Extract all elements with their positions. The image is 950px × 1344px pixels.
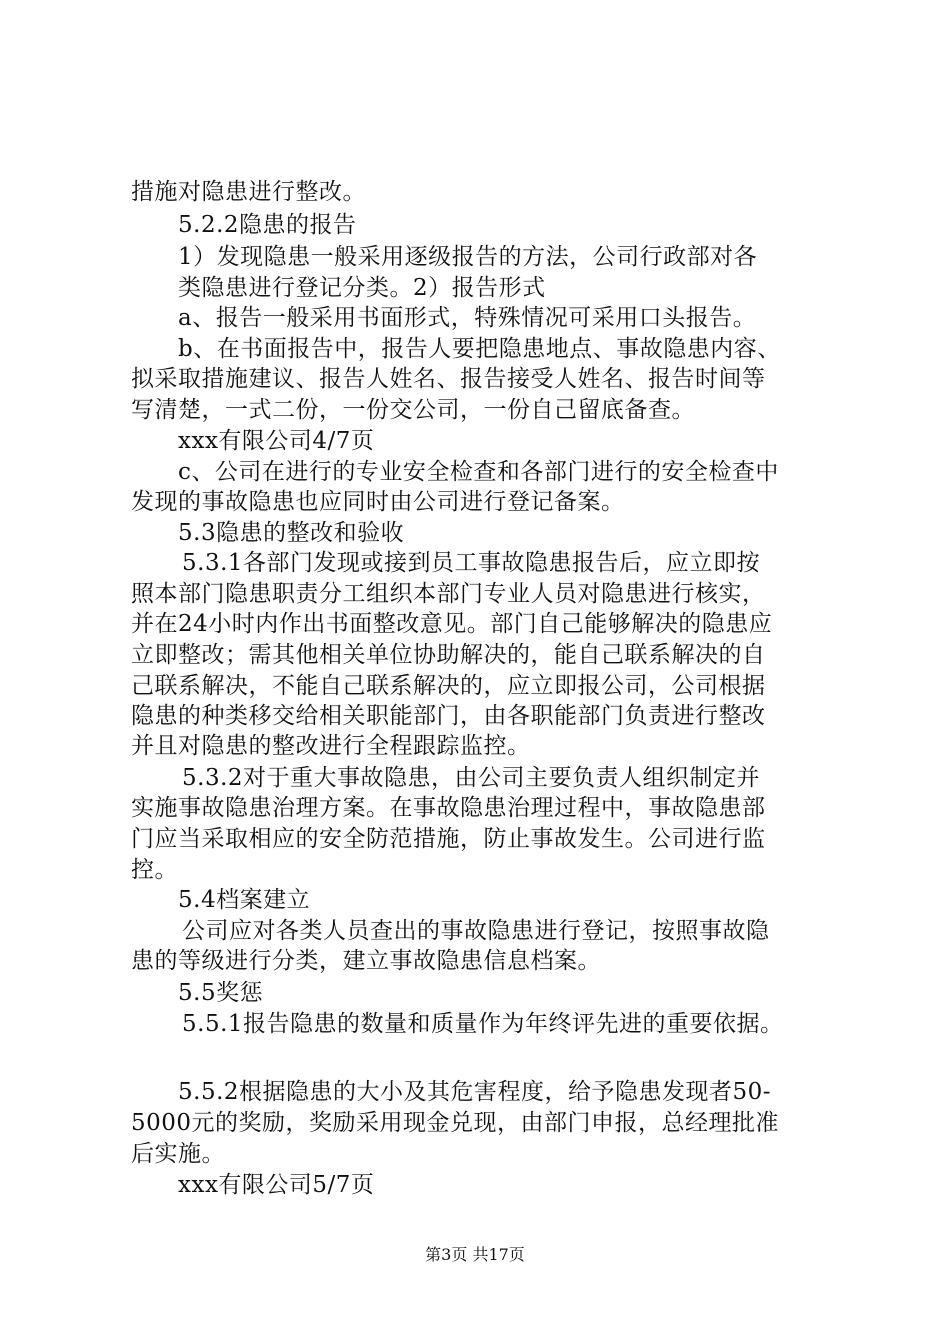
text-line: 5000元的奖励，奖励采用现金兑现，由部门申报，总经理批准 xyxy=(131,1110,780,1136)
text-line: 隐患的种类移交给相关职能部门，由各职能部门负责进行整改 xyxy=(131,703,766,729)
section-heading: 5.4档案建立 xyxy=(178,887,311,913)
text-line: 并在24小时内作出书面整改意见。部门自己能够解决的隐患应 xyxy=(131,611,773,637)
text-line: 1）发现隐患一般采用逐级报告的方法，公司行政部对各 xyxy=(178,244,758,270)
text-line: 后实施。 xyxy=(131,1141,225,1167)
text-line: 措施对隐患进行整改。 xyxy=(131,179,366,205)
text-line: 公司应对各类人员查出的事故隐患进行登记，按照事故隐 xyxy=(182,918,770,944)
text-line: 5.5.2根据隐患的大小及其危害程度，给予隐患发现者50- xyxy=(178,1079,772,1105)
text-line: 发现的事故隐患也应同时由公司进行登记备案。 xyxy=(131,489,625,515)
text-line: 5.3.1各部门发现或接到员工事故隐患报告后，应立即按 xyxy=(182,550,761,576)
text-line: 照本部门隐患职责分工组织本部门专业人员对隐患进行核实， xyxy=(131,581,766,607)
text-line: 类隐患进行登记分类。2）报告形式 xyxy=(178,275,546,301)
text-line: 并且对隐患的整改进行全程跟踪监控。 xyxy=(131,733,531,759)
text-line: 控。 xyxy=(131,857,178,883)
text-line: 写清楚，一式二份，一份交公司，一份自己留底备查。 xyxy=(131,397,695,423)
page-footer: 第3页 共17页 xyxy=(425,1245,525,1264)
section-heading: 5.3隐患的整改和验收 xyxy=(178,520,405,546)
text-line: 拟采取措施建议、报告人姓名、报告接受人姓名、报告时间等 xyxy=(131,366,766,392)
section-heading: 5.2.2隐患的报告 xyxy=(178,212,357,238)
text-line: 患的等级进行分类，建立事故隐患信息档案。 xyxy=(131,948,601,974)
text-line: b、在书面报告中，报告人要把隐患地点、事故隐患内容、 xyxy=(178,336,781,362)
text-line: 门应当采取相应的安全防范措施，防止事故发生。公司进行监 xyxy=(131,826,766,852)
text-line: 5.5.1报告隐患的数量和质量作为年终评先进的重要依据。 xyxy=(182,1011,784,1037)
page-marker: xxx有限公司5/7页 xyxy=(178,1172,375,1198)
text-line: 实施事故隐患治理方案。在事故隐患治理过程中，事故隐患部 xyxy=(131,795,766,821)
text-line: 5.3.2对于重大事故隐患，由公司主要负责人组织制定并 xyxy=(182,765,761,791)
section-heading: 5.5奖惩 xyxy=(178,980,264,1006)
text-line: 己联系解决，不能自己联系解决的，应立即报公司，公司根据 xyxy=(131,673,766,699)
page-marker: xxx有限公司4/7页 xyxy=(178,428,375,454)
text-line: c、公司在进行的专业安全检查和各部门进行的安全检查中 xyxy=(178,459,779,485)
text-line: 立即整改；需其他相关单位协助解决的，能自己联系解决的自 xyxy=(131,642,766,668)
text-line: a、报告一般采用书面形式，特殊情况可采用口头报告。 xyxy=(178,305,757,331)
